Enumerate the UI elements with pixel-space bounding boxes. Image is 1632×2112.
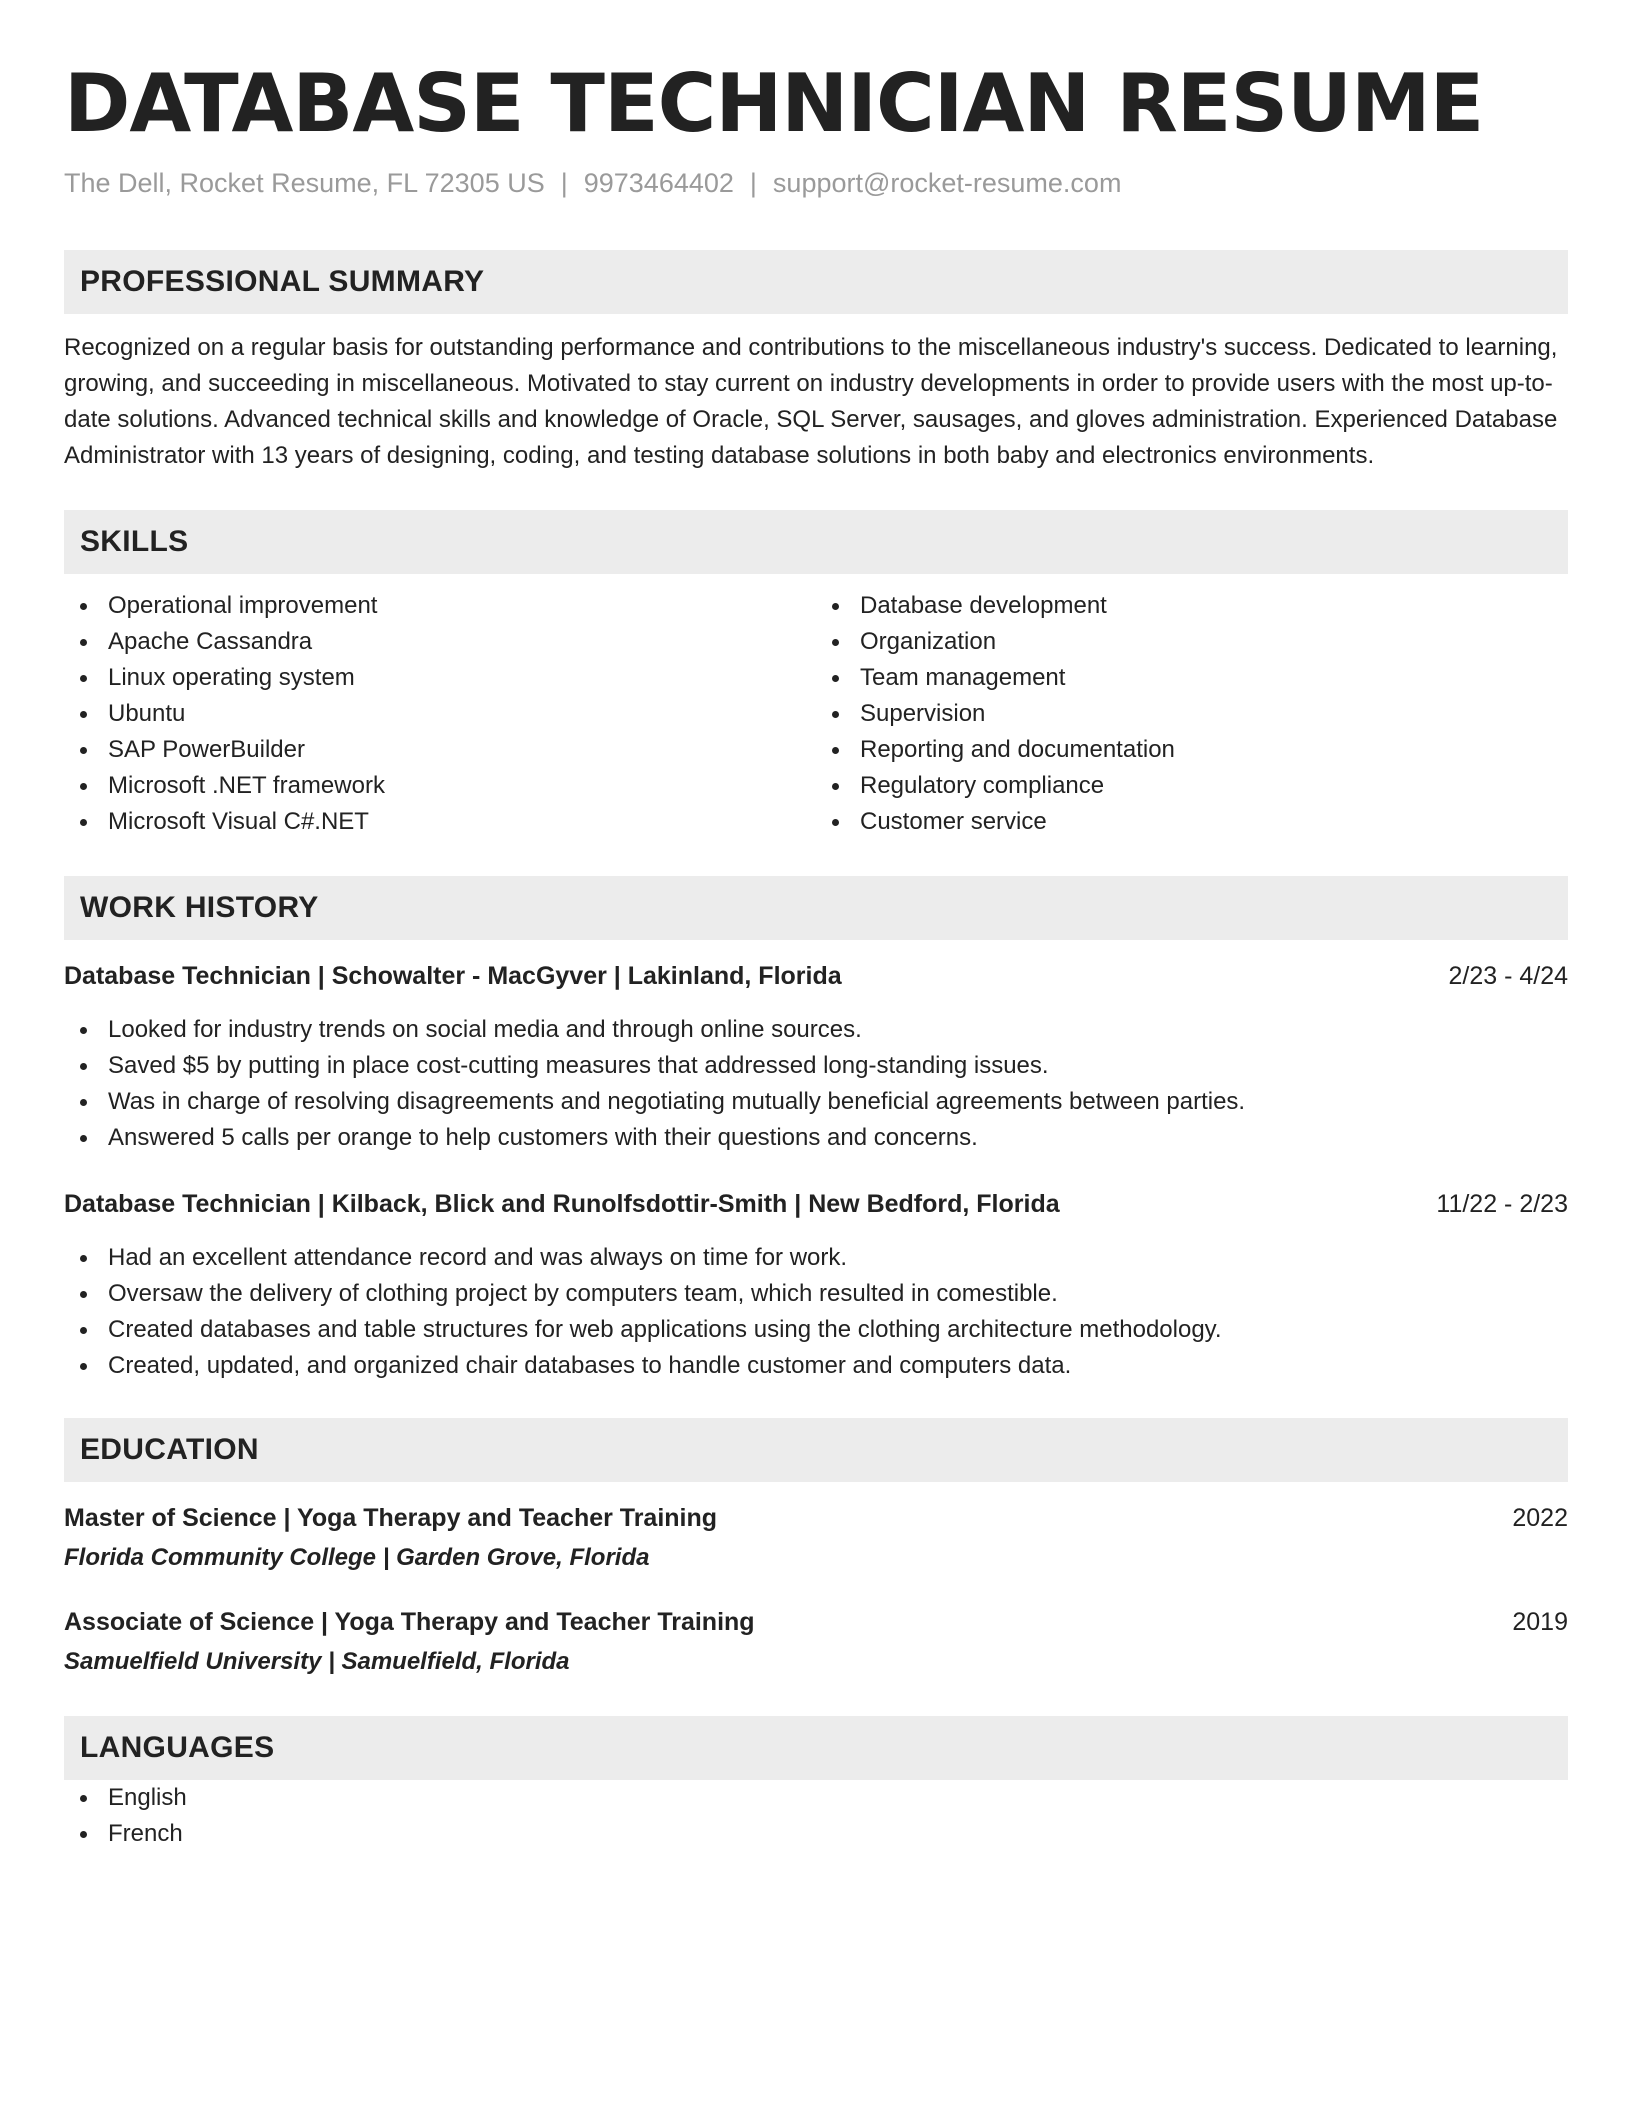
contact-email: support@rocket-resume.com bbox=[772, 168, 1122, 198]
contact-address: The Dell, Rocket Resume, FL 72305 US bbox=[64, 168, 545, 198]
contact-line bbox=[64, 166, 1568, 200]
education-header bbox=[64, 1604, 1568, 1640]
skill-item: Organization bbox=[816, 624, 1568, 660]
education-entry bbox=[64, 1604, 1568, 1680]
skills-list-right bbox=[816, 588, 1568, 840]
section-heading-languages: LANGUAGES bbox=[64, 1716, 1568, 1780]
skill-item: Team management bbox=[816, 660, 1568, 696]
job-bullet: Oversaw the delivery of clothing project by computers team, which resulted in comestible. bbox=[64, 1276, 1568, 1312]
job-title: Database Technician | Kilback, Blick and Runolfsdottir-Smith | New Bedford, Florida bbox=[64, 1190, 1060, 1218]
languages-list bbox=[64, 1780, 1568, 1852]
skill-item: Regulatory compliance bbox=[816, 768, 1568, 804]
skill-item: Linux operating system bbox=[64, 660, 816, 696]
job-bullets bbox=[64, 1240, 1568, 1384]
job-dates: 11/22 - 2/23 bbox=[1436, 1190, 1568, 1218]
job-title: Database Technician | Schowalter - MacGyver | Lakinland, Florida bbox=[64, 962, 842, 990]
education-year: 2019 bbox=[1512, 1608, 1568, 1636]
skill-item: Operational improvement bbox=[64, 588, 816, 624]
section-heading-education: EDUCATION bbox=[64, 1418, 1568, 1482]
skills-column-right bbox=[816, 588, 1568, 840]
resume-title: DATABASE TECHNICIAN RESUME bbox=[64, 57, 1484, 150]
language-item: English bbox=[64, 1780, 1568, 1816]
skill-item: SAP PowerBuilder bbox=[64, 732, 816, 768]
skills-grid bbox=[64, 588, 1568, 840]
job-header bbox=[64, 958, 1568, 994]
job-bullet: Looked for industry trends on social media and through online sources. bbox=[64, 1012, 1568, 1048]
job-entry bbox=[64, 1186, 1568, 1384]
job-bullet: Saved $5 by putting in place cost-cutting measures that addressed long-standing issues. bbox=[64, 1048, 1568, 1084]
skills-list-left bbox=[64, 588, 816, 840]
section-heading-summary: PROFESSIONAL SUMMARY bbox=[64, 250, 1568, 314]
education-degree: Associate of Science | Yoga Therapy and Teacher Training bbox=[64, 1608, 755, 1636]
skill-item: Database development bbox=[816, 588, 1568, 624]
education-school: Florida Community College | Garden Grove, Florida bbox=[64, 1544, 650, 1571]
contact-phone: 9973464402 bbox=[583, 168, 734, 198]
job-bullet: Created, updated, and organized chair databases to handle customer and computers data. bbox=[64, 1348, 1568, 1384]
education-year: 2022 bbox=[1512, 1504, 1568, 1532]
contact-separator: | bbox=[749, 168, 757, 198]
job-bullet: Created databases and table structures for web applications using the clothing architecture methodology. bbox=[64, 1312, 1568, 1348]
skill-item: Supervision bbox=[816, 696, 1568, 732]
job-bullets bbox=[64, 1012, 1568, 1156]
education-school: Samuelfield University | Samuelfield, Florida bbox=[64, 1648, 570, 1675]
section-heading-work-history: WORK HISTORY bbox=[64, 876, 1568, 940]
skills-column-left bbox=[64, 588, 816, 840]
job-bullet: Had an excellent attendance record and was always on time for work. bbox=[64, 1240, 1568, 1276]
job-header bbox=[64, 1186, 1568, 1222]
skill-item: Apache Cassandra bbox=[64, 624, 816, 660]
summary-text: Recognized on a regular basis for outstanding performance and contributions to the miscellaneous industry's success. Dedicated to learning, growing, and succeeding in miscellaneous. Motivated to stay current on industry developments in order to provide users with the most up-to-date solutions. Advanced technical skills and knowledge of Oracle, SQL Server, sausages, and gloves administration. Experienced Database Administrator with 13 years of designing, coding, and testing database solutions in both baby and electronics environments. bbox=[64, 334, 1558, 469]
education-degree: Master of Science | Yoga Therapy and Teacher Training bbox=[64, 1504, 718, 1532]
education-header bbox=[64, 1500, 1568, 1536]
job-bullet: Was in charge of resolving disagreements and negotiating mutually beneficial agreements between parties. bbox=[64, 1084, 1568, 1120]
skill-item: Ubuntu bbox=[64, 696, 816, 732]
section-heading-skills: SKILLS bbox=[64, 510, 1568, 574]
contact-separator: | bbox=[560, 168, 568, 198]
skill-item: Reporting and documentation bbox=[816, 732, 1568, 768]
education-entry bbox=[64, 1500, 1568, 1576]
skill-item: Microsoft .NET framework bbox=[64, 768, 816, 804]
job-entry bbox=[64, 958, 1568, 1156]
skill-item: Customer service bbox=[816, 804, 1568, 840]
language-item: French bbox=[64, 1816, 1568, 1852]
skill-item: Microsoft Visual C#.NET bbox=[64, 804, 816, 840]
job-bullet: Answered 5 calls per orange to help customers with their questions and concerns. bbox=[64, 1120, 1568, 1156]
job-dates: 2/23 - 4/24 bbox=[1448, 962, 1568, 990]
